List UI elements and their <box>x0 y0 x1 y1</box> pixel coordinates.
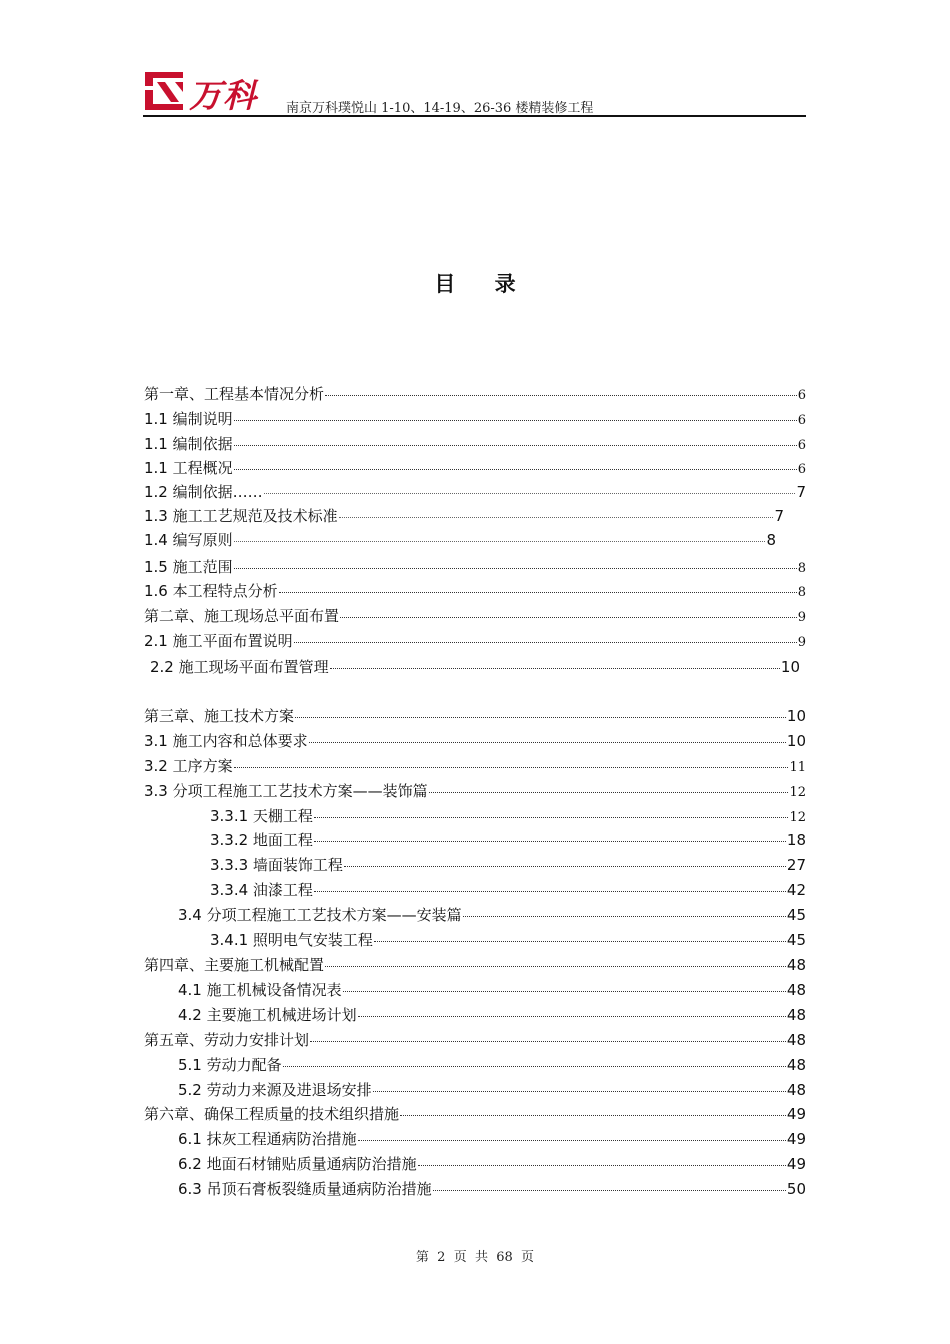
toc-entry-label: 第四章、主要施工机械配置 <box>144 956 325 974</box>
toc-entry-label: 5.2 劳动力来源及进退场安排 <box>178 1081 372 1099</box>
toc-entry-page-number: 7 <box>774 507 784 525</box>
toc-entry[interactable] <box>178 1054 806 1076</box>
toc-entry-label: 1.1 编制依据 <box>144 435 233 453</box>
toc-entry[interactable] <box>144 605 806 627</box>
toc-entry-page-number: 48 <box>786 981 806 999</box>
dot-leader <box>283 1066 786 1067</box>
toc-entry-page-number: 48 <box>786 1031 806 1049</box>
dot-leader <box>374 941 786 942</box>
dot-leader <box>264 493 796 494</box>
toc-entry-page-number: 12 <box>789 810 806 825</box>
toc-entry-page-number: 9 <box>797 635 806 650</box>
dot-leader <box>314 891 786 892</box>
toc-entry-label: 3.4.1 照明电气安装工程 <box>210 931 373 949</box>
dot-leader <box>234 767 789 768</box>
dot-leader <box>339 517 774 518</box>
dot-leader <box>294 642 797 643</box>
toc-entry-label: 2.1 施工平面布置说明 <box>144 632 293 650</box>
toc-entry-label: 4.2 主要施工机械进场计划 <box>178 1006 357 1024</box>
toc-entry[interactable] <box>178 979 806 1001</box>
toc-entry[interactable] <box>144 383 806 405</box>
toc-entry-page-number: 42 <box>786 881 806 899</box>
toc-entry-page-number: 45 <box>786 906 806 924</box>
dot-leader <box>340 617 797 618</box>
toc-entry[interactable] <box>144 457 806 479</box>
toc-entry[interactable] <box>178 1004 806 1026</box>
dot-leader <box>325 395 797 396</box>
toc-entry-label: 1.5 施工范围 <box>144 558 233 576</box>
page-footer: 第 2 页 共 68 页 <box>415 1250 535 1265</box>
toc-entry-label: 2.2 施工现场平面布置管理 <box>150 658 329 676</box>
dot-leader <box>234 445 797 446</box>
toc-entry-label: 5.1 劳动力配备 <box>178 1056 282 1074</box>
toc-entry[interactable] <box>144 505 784 527</box>
toc-entry-page-number: 6 <box>797 438 806 453</box>
dot-leader <box>279 592 797 593</box>
toc-entry[interactable] <box>144 433 806 455</box>
toc-entry[interactable] <box>144 630 806 652</box>
toc-entry-label: 6.1 抹灰工程通病防治措施 <box>178 1130 357 1148</box>
toc-entry-page-number: 12 <box>789 785 806 800</box>
toc-entry-label: 3.3.1 天棚工程 <box>210 807 313 825</box>
toc-entry[interactable] <box>144 580 806 602</box>
dot-leader <box>325 966 786 967</box>
company-logo <box>143 70 283 114</box>
logo-text: 万科 <box>189 76 257 115</box>
dot-leader <box>234 541 766 542</box>
toc-entry-page-number: 6 <box>797 413 806 428</box>
toc-entry-label: 4.1 施工机械设备情况表 <box>178 981 342 999</box>
toc-entry-label: 第三章、施工技术方案 <box>144 707 295 725</box>
toc-entry-label: 1.3 施工工艺规范及技术标准 <box>144 507 338 525</box>
toc-entry[interactable] <box>178 1178 806 1200</box>
toc-entry[interactable] <box>144 1029 806 1051</box>
toc-entry[interactable] <box>210 854 806 876</box>
toc-entry-label: 3.3.2 地面工程 <box>210 831 313 849</box>
toc-entry-page-number: 7 <box>796 483 806 501</box>
toc-entry[interactable] <box>150 656 800 678</box>
toc-entry-page-number: 10 <box>786 707 806 725</box>
toc-entry-label: 第六章、确保工程质量的技术组织措施 <box>144 1105 400 1123</box>
toc-entry[interactable] <box>144 529 776 551</box>
toc-entry-page-number: 48 <box>786 956 806 974</box>
toc-entry-page-number: 45 <box>786 931 806 949</box>
toc-entry[interactable] <box>210 879 806 901</box>
toc-entry[interactable] <box>144 481 806 503</box>
project-title: 南京万科璞悦山 1-10、14-19、26-36 楼精装修工程 <box>286 101 594 116</box>
toc-entry[interactable] <box>144 705 806 727</box>
toc-entry[interactable] <box>144 755 806 777</box>
dot-leader <box>343 991 786 992</box>
toc-entry-label: 6.3 吊顶石膏板裂缝质量通病防治措施 <box>178 1180 432 1198</box>
dot-leader <box>344 866 786 867</box>
toc-entry-page-number: 48 <box>786 1056 806 1074</box>
toc-entry[interactable] <box>144 1103 806 1125</box>
dot-leader <box>234 469 797 470</box>
toc-entry[interactable] <box>144 556 806 578</box>
dot-leader <box>309 742 786 743</box>
dot-leader <box>433 1190 786 1191</box>
toc-entry-page-number: 49 <box>786 1130 806 1148</box>
dot-leader <box>234 420 797 421</box>
toc-entry-page-number: 10 <box>786 732 806 750</box>
toc-entry-label: 第一章、工程基本情况分析 <box>144 385 325 403</box>
toc-entry-page-number: 6 <box>797 462 806 477</box>
toc-entry-label: 3.3 分项工程施工工艺技术方案——装饰篇 <box>144 782 428 800</box>
toc-entry-label: 1.4 编写原则 <box>144 531 233 549</box>
toc-entry-label: 3.2 工序方案 <box>144 757 233 775</box>
dot-leader <box>373 1091 786 1092</box>
toc-entry[interactable] <box>210 829 806 851</box>
dot-leader <box>330 668 780 669</box>
toc-heading: 目 录 <box>434 272 532 296</box>
toc-entry-page-number: 27 <box>786 856 806 874</box>
dot-leader <box>314 817 789 818</box>
toc-entry-page-number: 49 <box>786 1105 806 1123</box>
toc-entry-label: 1.1 工程概况 <box>144 459 233 477</box>
toc-entry-label: 3.4 分项工程施工工艺技术方案——安装篇 <box>178 906 462 924</box>
toc-entry[interactable] <box>178 1153 806 1175</box>
toc-entry[interactable] <box>178 1079 806 1101</box>
toc-entry-page-number: 6 <box>797 388 806 403</box>
dot-leader <box>295 717 786 718</box>
dot-leader <box>314 841 786 842</box>
toc-entry-label: 3.3.3 墙面装饰工程 <box>210 856 343 874</box>
toc-entry-page-number: 10 <box>780 658 800 676</box>
toc-entry[interactable] <box>144 408 806 430</box>
toc-entry-label: 1.2 编制依据…… <box>144 483 263 501</box>
toc-entry-page-number: 9 <box>797 610 806 625</box>
toc-entry-label: 1.1 编制说明 <box>144 410 233 428</box>
dot-leader <box>358 1140 786 1141</box>
toc-entry[interactable] <box>210 929 806 951</box>
toc-entry-page-number: 48 <box>786 1006 806 1024</box>
toc-entry[interactable] <box>144 730 806 752</box>
page-header <box>143 70 806 118</box>
header-divider <box>143 115 806 117</box>
toc-entry[interactable] <box>178 1128 806 1150</box>
toc-entry-page-number: 11 <box>789 760 806 775</box>
toc-entry[interactable] <box>144 780 806 802</box>
toc-entry-label: 6.2 地面石材铺贴质量通病防治措施 <box>178 1155 417 1173</box>
dot-leader <box>310 1041 786 1042</box>
toc-entry-label: 第二章、施工现场总平面布置 <box>144 607 340 625</box>
toc-entry-page-number: 49 <box>786 1155 806 1173</box>
toc-entry-page-number: 8 <box>766 531 776 549</box>
dot-leader <box>429 792 789 793</box>
toc-entry[interactable] <box>210 805 806 827</box>
toc-entry-label: 3.3.4 油漆工程 <box>210 881 313 899</box>
dot-leader <box>463 916 786 917</box>
vanke-logo-icon <box>145 72 185 112</box>
dot-leader <box>418 1165 786 1166</box>
toc-entry-page-number: 8 <box>797 561 806 576</box>
toc-entry[interactable] <box>144 954 806 976</box>
dot-leader <box>358 1016 786 1017</box>
toc-entry[interactable] <box>178 904 806 926</box>
toc-entry-page-number: 18 <box>786 831 806 849</box>
toc-entry-label: 第五章、劳动力安排计划 <box>144 1031 310 1049</box>
toc-entry-label: 1.6 本工程特点分析 <box>144 582 278 600</box>
toc-entry-page-number: 48 <box>786 1081 806 1099</box>
toc-entry-page-number: 50 <box>786 1180 806 1198</box>
dot-leader <box>400 1115 786 1116</box>
toc-entry-label: 3.1 施工内容和总体要求 <box>144 732 308 750</box>
toc-entry-page-number: 8 <box>797 585 806 600</box>
dot-leader <box>234 568 797 569</box>
